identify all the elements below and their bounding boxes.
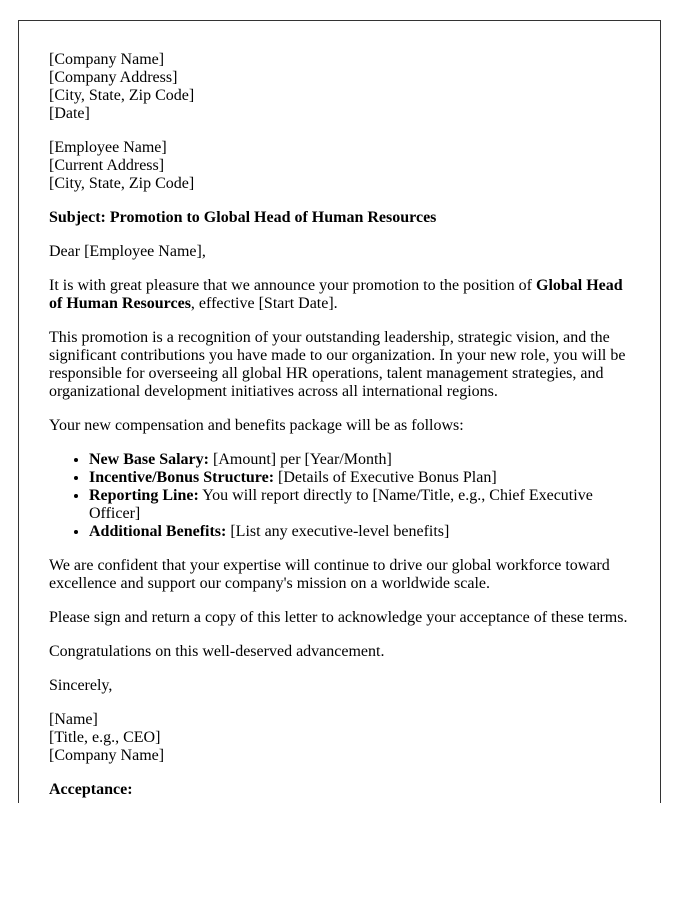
employee-address: [Current Address]: [49, 157, 165, 174]
intro-paragraph: [49, 277, 630, 313]
salutation: Dear [Employee Name],: [49, 243, 206, 260]
sender-address: [49, 51, 630, 123]
item-value: [Amount] per [Year/Month]: [208, 451, 392, 468]
signer-title: [Title, e.g., CEO]: [49, 729, 161, 746]
item-label: Additional Benefits:: [89, 523, 227, 540]
list-item: [89, 451, 630, 469]
instruction-paragraph: Please sign and return a copy of this letter to acknowledge your acceptance of these terms.: [49, 609, 628, 626]
company-city: [City, State, Zip Code]: [49, 87, 195, 104]
item-value: [List any executive-level benefits]: [226, 523, 450, 540]
letter-page: [18, 20, 661, 803]
intro-text: It is with great pleasure that we announce your promotion to the position of: [49, 277, 536, 294]
employee-name: [Employee Name]: [49, 139, 167, 156]
subject-line: Subject: Promotion to Global Head of Human Resources: [49, 209, 437, 226]
company-name: [Company Name]: [49, 51, 165, 68]
signer-company: [Company Name]: [49, 747, 165, 764]
acceptance-heading: Acceptance:: [49, 781, 133, 798]
package-list: [49, 451, 630, 541]
letter-date: [Date]: [49, 105, 90, 122]
item-value: You will report directly to [Name/Title, e.g., Chief Executive Officer]: [89, 487, 593, 522]
recipient-address: [49, 139, 630, 193]
closing: Sincerely,: [49, 677, 113, 694]
item-label: Reporting Line:: [89, 487, 199, 504]
confidence-paragraph: We are confident that your expertise will continue to drive our global workforce toward excellence and support our company's mission on a worldwide scale.: [49, 557, 610, 592]
new-position: Global Head of Human Resources: [49, 277, 623, 312]
list-item: [89, 469, 630, 487]
item-label: Incentive/Bonus Structure:: [89, 469, 275, 486]
package-intro: Your new compensation and benefits package will be as follows:: [49, 417, 464, 434]
recognition-paragraph: This promotion is a recognition of your outstanding leadership, strategic vision, and the significant contributions you have made to our organization. In your new role, you will be responsible for overseeing all global HR operations, talent management strategies, and organizational development initiatives across all international regions.: [49, 329, 626, 400]
list-item: [89, 487, 630, 523]
congrats-paragraph: Congratulations on this well-deserved advancement.: [49, 643, 385, 660]
employee-city: [City, State, Zip Code]: [49, 175, 195, 192]
intro-effective: , effective [Start Date].: [190, 295, 338, 312]
list-item: [89, 523, 630, 541]
company-address: [Company Address]: [49, 69, 178, 86]
item-value: [Details of Executive Bonus Plan]: [274, 469, 497, 486]
item-label: New Base Salary:: [89, 451, 209, 468]
signer-name: [Name]: [49, 711, 98, 728]
signature-block: [49, 711, 630, 765]
